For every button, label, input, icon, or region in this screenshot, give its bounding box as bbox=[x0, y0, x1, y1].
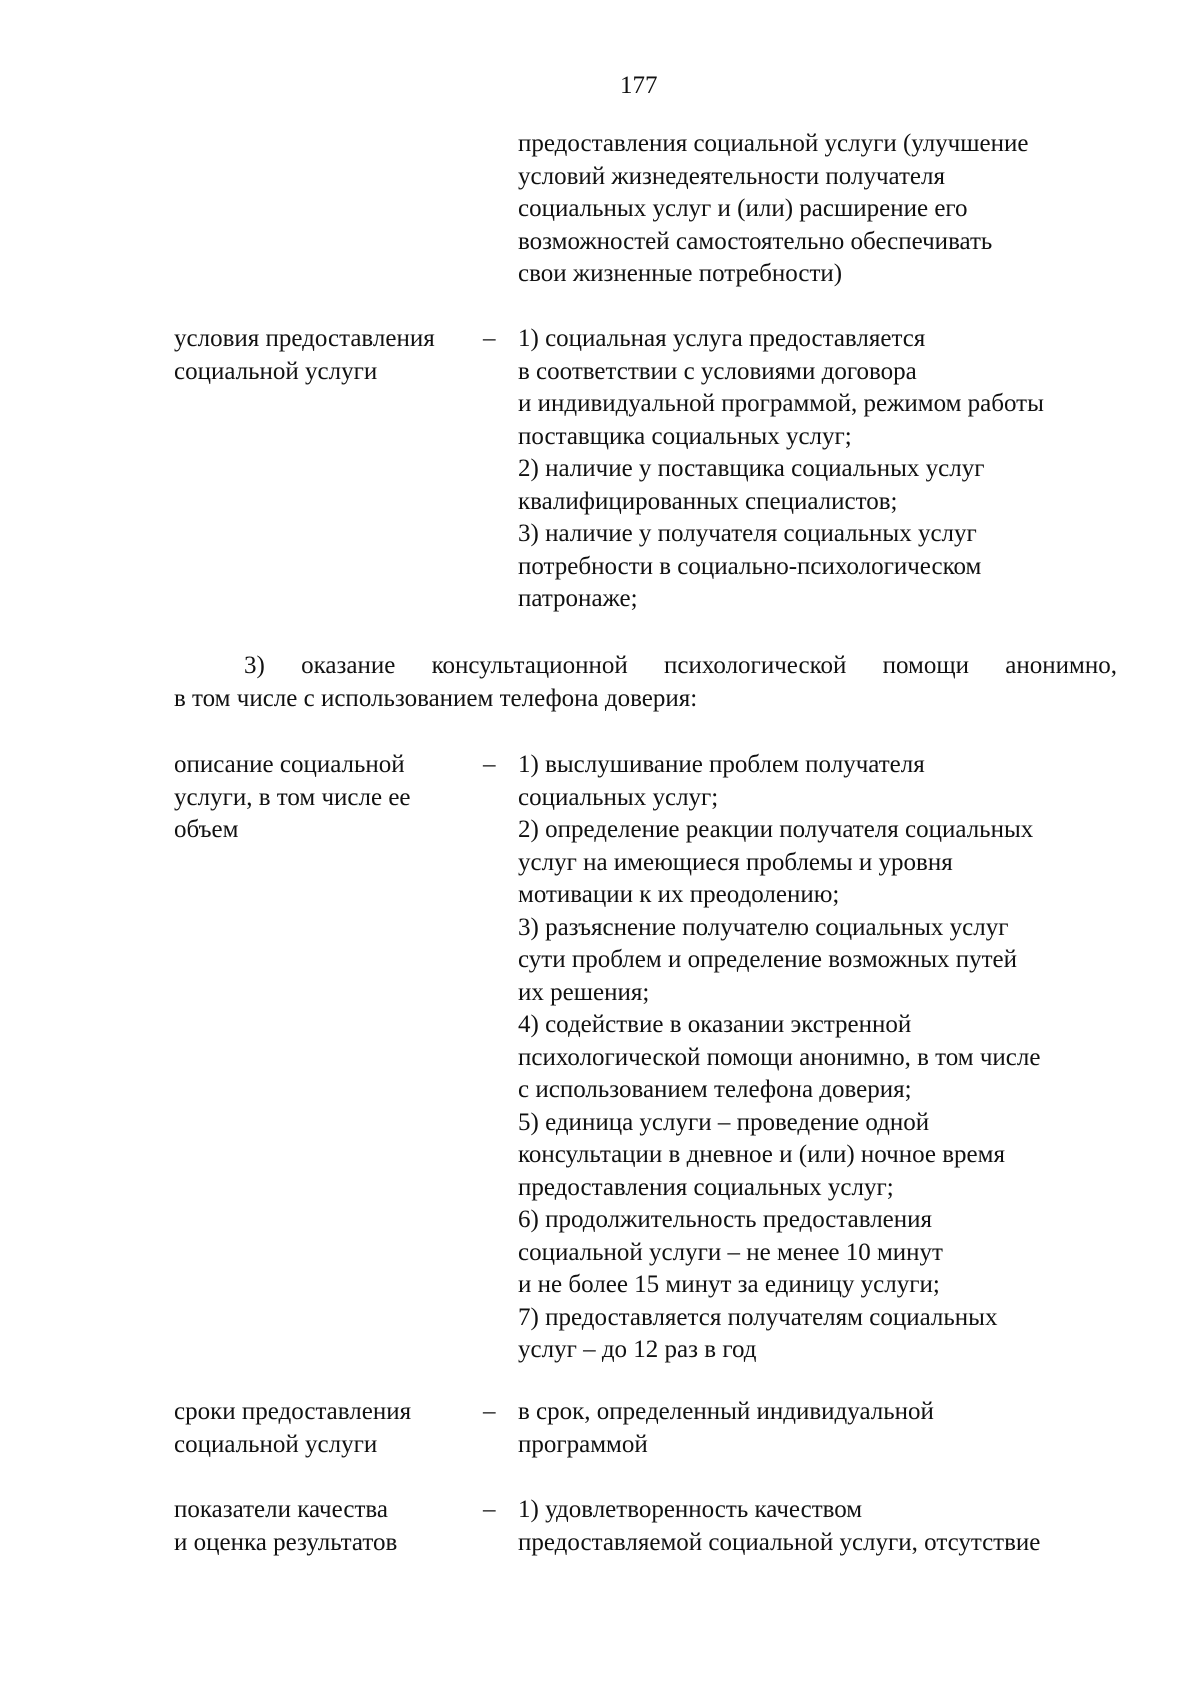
value-line: социальной услуги – не менее 10 минут bbox=[518, 1238, 943, 1266]
label-line: сроки предоставления bbox=[174, 1398, 412, 1425]
text-line: свои жизненные потребности) bbox=[518, 260, 843, 287]
label-line: и оценка результатов bbox=[174, 1528, 398, 1556]
value-line: 1) выслушивание проблем получателя bbox=[518, 751, 925, 778]
label-line: услуги, в том числе ее bbox=[174, 783, 411, 811]
value-line: с использованием телефона доверия; bbox=[518, 1076, 912, 1103]
description-label bbox=[174, 749, 494, 847]
value-line: программой bbox=[518, 1430, 648, 1458]
page-number: 177 bbox=[620, 72, 658, 99]
section-heading-line-1: 3) оказание консультационной психологической помощи анонимно, bbox=[244, 652, 1117, 679]
value-line: психологической помощи анонимно, в том числе bbox=[518, 1043, 1041, 1071]
value-line: квалифицированных специалистов; bbox=[518, 487, 898, 515]
text-line: социальных услуг и (или) расширение его bbox=[518, 195, 968, 222]
value-line: в соответствии с условиями договора bbox=[518, 357, 917, 385]
value-line: 5) единица услуги – проведение одной bbox=[518, 1108, 930, 1136]
quality-dash: – bbox=[483, 1496, 496, 1523]
conditions-dash: – bbox=[483, 325, 496, 352]
value-line: социальных услуг; bbox=[518, 783, 719, 811]
value-line: 3) наличие у получателя социальных услуг bbox=[518, 520, 977, 547]
text-line: возможностей самостоятельно обеспечивать bbox=[518, 227, 993, 255]
section-heading bbox=[174, 650, 1117, 715]
value-line: 1) социальная услуга предоставляется bbox=[518, 325, 926, 352]
label-line: описание социальной bbox=[174, 751, 405, 778]
label-line: объем bbox=[174, 816, 239, 843]
value-line: услуг – до 12 раз в год bbox=[518, 1336, 757, 1363]
value-line: и не более 15 минут за единицу услуги; bbox=[518, 1271, 940, 1298]
value-line: в срок, определенный индивидуальной bbox=[518, 1398, 934, 1425]
description-value bbox=[518, 749, 1158, 1367]
value-line: и индивидуальной программой, режимом работы bbox=[518, 390, 1044, 417]
value-line: патронаже; bbox=[518, 585, 638, 612]
value-line: 2) наличие у поставщика социальных услуг bbox=[518, 455, 985, 482]
value-line: 3) разъяснение получателю социальных услуг bbox=[518, 913, 1009, 941]
label-line: социальной услуги bbox=[174, 1430, 378, 1458]
value-line: сути проблем и определение возможных путей bbox=[518, 946, 1018, 973]
value-line: консультации в дневное и (или) ночное время bbox=[518, 1141, 1005, 1168]
text-line: предоставления социальной услуги (улучшение bbox=[518, 130, 1029, 157]
terms-label bbox=[174, 1396, 494, 1461]
value-line: услуг на имеющиеся проблемы и уровня bbox=[518, 848, 953, 876]
value-line: 6) продолжительность предоставления bbox=[518, 1206, 933, 1233]
section-heading-line-2: в том числе с использованием телефона доверия: bbox=[174, 684, 698, 712]
label-line: условия предоставления bbox=[174, 325, 435, 352]
value-line: их решения; bbox=[518, 978, 650, 1006]
value-line: 1) удовлетворенность качеством bbox=[518, 1496, 863, 1523]
text-line: условий жизнедеятельности получателя bbox=[518, 162, 945, 190]
quality-value bbox=[518, 1494, 1158, 1559]
conditions-value bbox=[518, 323, 1158, 616]
quality-label bbox=[174, 1494, 494, 1559]
value-line: мотивации к их преодолению; bbox=[518, 881, 840, 908]
description-dash: – bbox=[483, 751, 496, 778]
value-line: потребности в социально-психологическом bbox=[518, 552, 982, 580]
value-line: поставщика социальных услуг; bbox=[518, 422, 852, 450]
conditions-label bbox=[174, 323, 494, 388]
terms-value bbox=[518, 1396, 1158, 1461]
value-line: предоставления социальных услуг; bbox=[518, 1173, 894, 1201]
value-line: предоставляемой социальной услуги, отсутствие bbox=[518, 1528, 1041, 1556]
value-line: 2) определение реакции получателя социальных bbox=[518, 816, 1034, 843]
terms-dash: – bbox=[483, 1398, 496, 1425]
label-line: показатели качества bbox=[174, 1496, 388, 1523]
intro-continuation-text bbox=[518, 128, 1158, 291]
value-line: 4) содействие в оказании экстренной bbox=[518, 1011, 912, 1038]
label-line: социальной услуги bbox=[174, 357, 378, 385]
value-line: 7) предоставляется получателям социальных bbox=[518, 1303, 998, 1331]
